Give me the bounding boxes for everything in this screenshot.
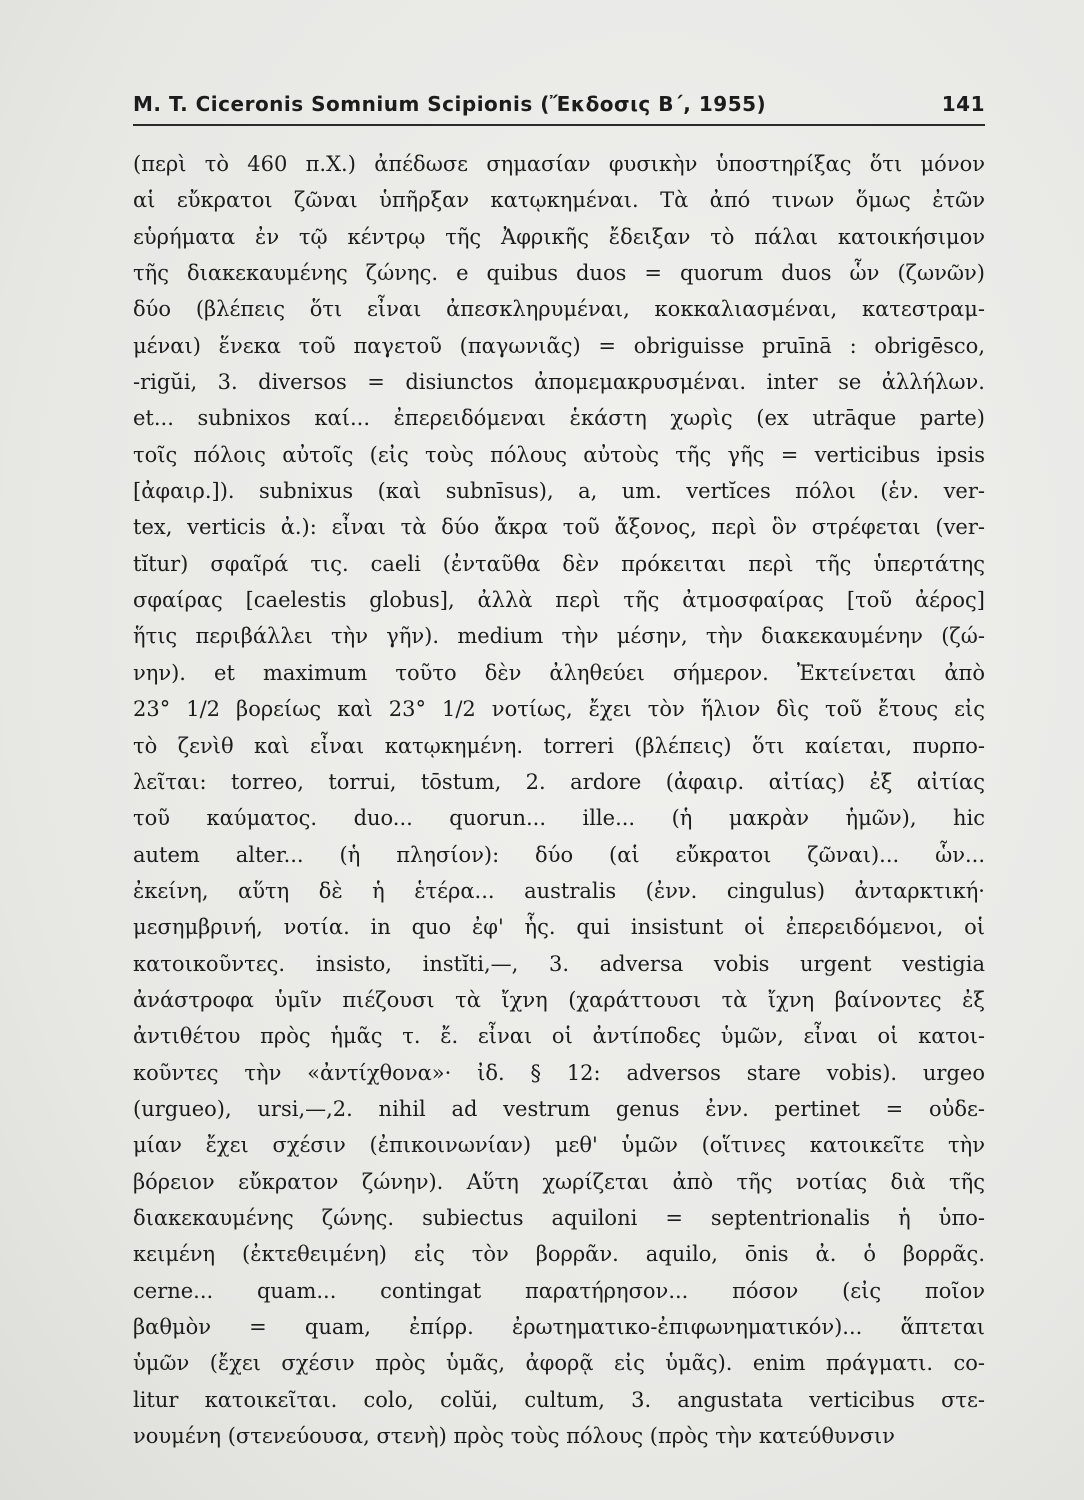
text-line: διακεκαυμένης ζώνης. subiectus aquiloni = septentrionalis ἡ ὑπο- [133, 1205, 985, 1230]
text-line: litur κατοικεῖται. colo, colŭi, cultum, 3. angustata verticibus στε- [133, 1387, 985, 1412]
text-line: εὑρήματα ἐν τῷ κέντρῳ τῆς Ἀφρικῆς ἔδειξαν τὸ πάλαι κατοικήσιμον [133, 224, 985, 249]
text-line: ἐκείνη, αὕτη δὲ ἡ ἑτέρα... australis (ἐνν. cingulus) ἀνταρκτική· [133, 878, 985, 903]
text-line: τοῖς πόλοις αὐτοῖς (εἰς τοὺς πόλους αὐτοὺς τῆς γῆς = verticibus ipsis [133, 442, 985, 467]
text-line: κειμένη (ἐκτεθειμένη) εἰς τὸν βορρᾶν. aquilo, ōnis ἀ. ὁ βορρᾶς. [133, 1242, 985, 1267]
text-line: δύο (βλέπεις ὅτι εἶναι ἀπεσκληρυμέναι, κοκκαλιασμέναι, κατεστραμ- [133, 297, 985, 322]
text-line: -rigŭi, 3. diversos = disiunctos ἀπομεμακρυσμέναι. inter se ἀλλήλων. [133, 370, 985, 395]
text-line: et... subnixos καί... ἐπερειδόμεναι ἑκάστη χωρὶς (ex utrāque parte) [133, 406, 985, 431]
running-header [133, 90, 985, 126]
text-line: τὸ ζενὶθ καὶ εἶναι κατῳκημένη. torreri (βλέπεις) ὅτι καίεται, πυρπο- [133, 733, 985, 758]
text-line: μεσημβρινή, νοτία. in quo ἐφ' ἧς. qui insistunt οἱ ἐπερειδόμενοι, οἱ [133, 915, 985, 940]
text-line: ἀντιθέτου πρὸς ἡμᾶς τ. ἔ. εἶναι οἱ ἀντίποδες ὑμῶν, εἶναι οἱ κατοι- [133, 1024, 985, 1049]
text-line: αἱ εὔκρατοι ζῶναι ὑπῆρξαν κατῳκημέναι. Τὰ ἀπό τινων ὅμως ἐτῶν [133, 188, 985, 213]
text-line: ἀνάστροφα ὑμῖν πιέζουσι τὰ ἴχνη (χαράττουσι τὰ ἴχνη βαίνοντες ἐξ [133, 987, 985, 1012]
text-line: ὑμῶν (ἔχει σχέσιν πρὸς ὑμᾶς, ἀφορᾷ εἰς ὑμᾶς). enim πράγματι. co- [133, 1351, 985, 1376]
header-title: M. T. Ciceronis Somnium Scipionis (Ἔκδοσις Β΄, 1955) [133, 92, 767, 116]
text-line: κατοικοῦντες. insisto, instĭti,—, 3. adversa vobis urgent vestigia [133, 951, 985, 976]
commentary-text [133, 146, 985, 1454]
text-line: tex, verticis ἀ.): εἶναι τὰ δύο ἄκρα τοῦ ἄξονος, περὶ ὃν στρέφεται (ver- [133, 515, 985, 540]
text-line: βόρειον εὔκρατον ζώνην). Αὕτη χωρίζεται ἀπὸ τῆς νοτίας διὰ τῆς [133, 1169, 985, 1194]
text-line: [ἀφαιρ.]). subnixus (καὶ subnīsus), a, um. vertĭces πόλοι (ἑν. ver- [133, 479, 985, 504]
text-line: λεῖται: torreo, torrui, tōstum, 2. ardore (ἀφαιρ. αἰτίας) ἐξ αἰτίας [133, 769, 985, 794]
text-line: βαθμὸν = quam, ἐπίρρ. ἐρωτηματικο-ἐπιφωνηματικόν)... ἅπτεται [133, 1315, 985, 1339]
text-line: τοῦ καύματος. duo... quorun... ille... (ἡ μακρὰν ἡμῶν), hic [133, 806, 985, 831]
text-line: ἥτις περιβάλλει τὴν γῆν). medium τὴν μέσην, τὴν διακεκαυμένην (ζώ- [133, 624, 985, 649]
text-line: μίαν ἔχει σχέσιν (ἐπικοινωνίαν) μεθ' ὑμῶν (οἵτινες κατοικεῖτε τὴν [133, 1133, 985, 1158]
text-line: νουμένη (στενεύουσα, στενὴ) πρὸς τοὺς πόλους (πρὸς τὴν κατεύθυνσιν [133, 1424, 895, 1449]
text-line: κοῦντες τὴν «ἀντίχθονα»· ἰδ. § 12: adversos stare vobis). urgeo [133, 1060, 985, 1085]
text-line: νην). et maximum τοῦτο δὲν ἀληθεύει σήμερον. Ἐκτείνεται ἀπὸ [133, 660, 985, 685]
text-line: cerne... quam... contingat παρατήρησον... πόσον (εἰς ποῖον [133, 1278, 985, 1303]
text-line: autem alter... (ἡ πλησίον): δύο (αἱ εὔκρατοι ζῶναι)... ὧν... [133, 842, 985, 867]
page-number: 141 [941, 92, 985, 116]
text-line: τῆς διακεκαυμένης ζώνης. e quibus duos = quorum duos ὧν (ζωνῶν) [133, 261, 985, 286]
text-line: (urgueo), ursi,—,2. nihil ad vestrum genus ἐνν. pertinet = οὐδε- [133, 1096, 985, 1121]
text-line: tĭtur) σφαῖρά τις. caeli (ἐνταῦθα δὲν πρόκειται περὶ τῆς ὑπερτάτης [133, 551, 985, 576]
text-line: σφαίρας [caelestis globus], ἀλλὰ περὶ τῆς ἀτμοσφαίρας [τοῦ ἀέρος] [133, 588, 985, 613]
text-line: 23° 1/2 βορείως καὶ 23° 1/2 νοτίως, ἔχει τὸν ἥλιον δὶς τοῦ ἔτους εἰς [133, 697, 985, 722]
text-line: μέναι) ἕνεκα τοῦ παγετοῦ (παγωνιᾶς) = obriguisse pruīnā : obrigēsco, [133, 333, 985, 358]
text-line: (περὶ τὸ 460 π.Χ.) ἀπέδωσε σημασίαν φυσικὴν ὑποστηρίξας ὅτι μόνον [133, 152, 985, 176]
